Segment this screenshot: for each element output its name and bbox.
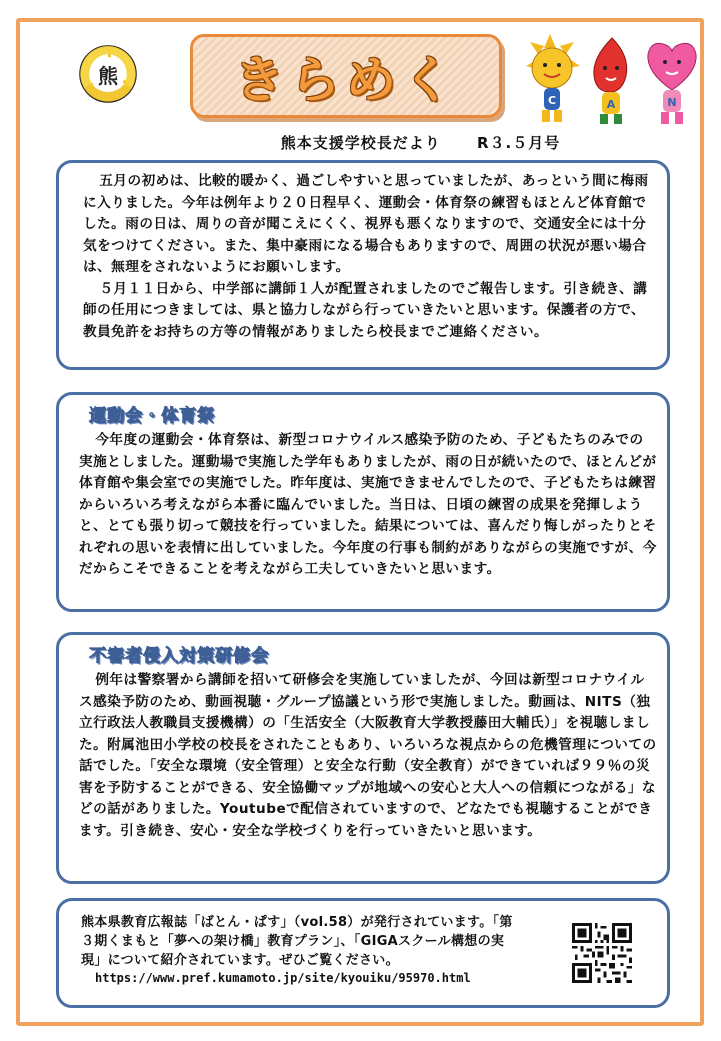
sun-mascot-icon: [526, 34, 580, 122]
school-name-line: 熊本支援学校長だより: [280, 134, 441, 152]
intruder-training-heading: 不審者侵入対策研修会: [89, 646, 269, 666]
sports-day-heading: 運動会・体育祭: [89, 406, 215, 426]
school-logo: [78, 44, 138, 104]
sports-day-box: [56, 392, 670, 612]
sports-day-body: 今年度の運動会・体育祭は、新型コロナウイルス感染予防のため、子どもたちのみでの実施としました。運動場で実施した学年もありましたが、雨の日が続いたので、ほとんどが体育館や集会室での実施でした。昨年度は、実施できませんでしたので、子どもたちは練習からいろいろ考えながら本番に臨んでいました。当日は、日頃の練習の成果を発揮しようと、とても張り切って競技を行っていました。結果については、喜んだり悔しがったりとそれぞれの思いを表情に出していました。今年度の行事も制約がありながらの実施ですが、今だからこそできることを考えながら工夫していきたいと思います。: [79, 432, 657, 577]
newsletter-title: きらめく: [234, 51, 458, 109]
mascot-illustrations: [522, 32, 708, 132]
svg-text:N: N: [667, 96, 677, 109]
issue-label: R３.５月号: [477, 134, 561, 152]
newsletter-subtitle: [0, 132, 721, 153]
svg-text:C: C: [547, 94, 557, 107]
info-url-link[interactable]: https://www.pref.kumamoto.jp/site/kyouiku/95970.html: [95, 971, 471, 985]
heart-mascot-icon: [648, 43, 696, 124]
info-box: [56, 898, 670, 1008]
intro-paragraph-2: ５月１１日から、中学部に講師１人が配置されましたのでご報告します。引き続き、講師の任用につきましては、県と協力しながら行っていきたいと思います。保護者の方で、教員免許をお持ちの方等の情報がありましたら校長までご連絡ください。: [83, 280, 648, 340]
intruder-training-box: [56, 632, 670, 884]
flame-mascot-icon: [594, 38, 627, 124]
info-text: 熊本県教育広報誌「ばとん・ぱす」（vol.58）が発行されています。「第３期くまもと「夢への架け橋」教育プラン」、「GIGAスクール構想の実現」について紹介されています。ぜひご覧ください。: [81, 915, 513, 968]
logo-character: 熊: [98, 63, 118, 88]
intro-paragraph-1: 五月の初めは、比較的暖かく、過ごしやすいと思っていましたが、あっという間に梅雨に入りました。今年は例年より２０日程早く、運動会・体育祭の練習もほとんど体育館でした。雨の日は、周りの音が聞こえにくく、視界も悪くなりますので、交通安全には十分気をつけてください。また、集中豪雨になる場合もありますので、周囲の状況が悪い場合は、無理をされないようにお願いします。: [83, 173, 649, 275]
svg-text:A: A: [606, 98, 616, 111]
title-banner: [190, 34, 502, 118]
qr-code-icon[interactable]: [572, 923, 632, 983]
intro-box: [56, 160, 670, 370]
intruder-training-body: 例年は警察署から講師を招いて研修会を実施していましたが、今回は新型コロナウイルス感染予防のため、動画視聴・グループ協議という形で実施しました。動画は、NITS（独立行政法人教職員支援機構）の「生活安全（大阪教育大学教授藤田大輔氏）」を視聴しました。附属池田小学校の校長をされたこともあり、いろいろな視点からの危機管理についての話でした。「安全な環境（安全管理）と安全な行動（安全教育）ができていれば９９％の災害を予防することができる、安全協働マップが地域への安心と大人への信頼につながる」などの話がありました。Youtubeで配信されていますので、どなたでも視聴することができます。引き続き、安心・安全な学校づくりを行っていきたいと思います。: [79, 672, 657, 839]
